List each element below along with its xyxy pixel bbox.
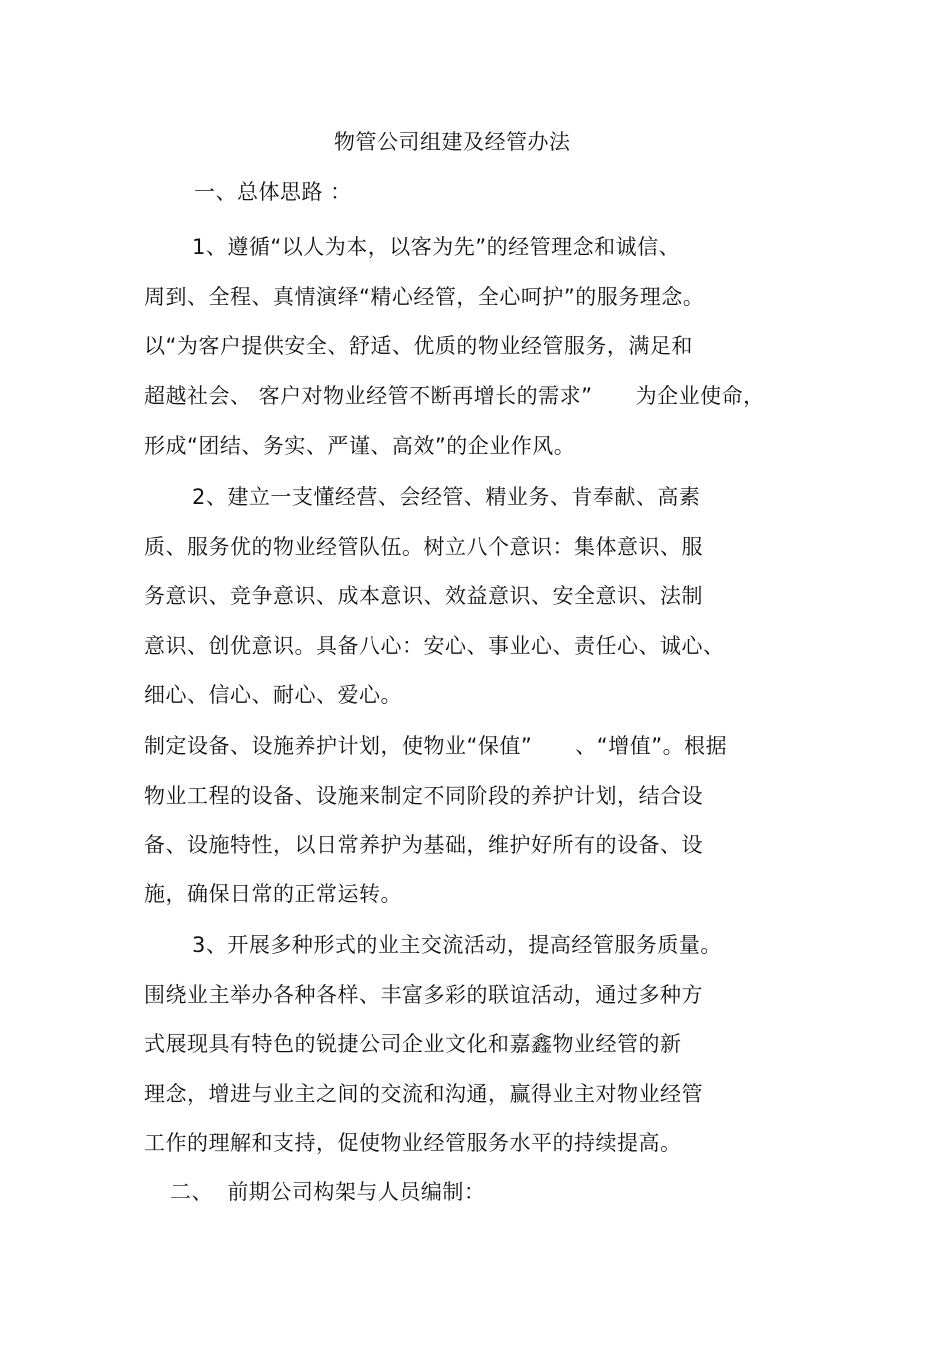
paragraph-line: 质、服务优的物业经管队伍。树立八个意识：集体意识、服 — [144, 535, 703, 559]
paragraph-line: 细心、信心、耐心、爱心。 — [144, 683, 402, 707]
section-heading-1: 一、总体思路 ： — [194, 180, 352, 204]
paragraph-line: 物业工程的设备、设施来制定不同阶段的养护计划，结合设 — [144, 784, 703, 808]
paragraph-line: 理念，增进与业主之间的交流和沟通，赢得业主对物业经管 — [144, 1082, 703, 1106]
paragraph-line: 施，确保日常的正常运转。 — [144, 882, 402, 906]
paragraph-line: 务意识、竞争意识、成本意识、效益意识、安全意识、法制 — [144, 584, 703, 608]
paragraph-line: 式展现具有特色的锐捷公司企业文化和嘉鑫物业经管的新 — [144, 1032, 682, 1056]
paragraph-line: 备、设施特性，以日常养护为基础，维护好所有的设备、设 — [144, 833, 703, 857]
paragraph-line: 1、遵循“以人为本，以客为先”的经管理念和诚信、 — [192, 235, 681, 259]
paragraph-line: 工作的理解和支持，促使物业经管服务水平的持续提高。 — [144, 1131, 682, 1155]
paragraph-line: 形成“团结、务实、严谨、高效”的企业作风。 — [144, 434, 576, 458]
document-title: 物管公司组建及经管办法 — [334, 130, 571, 154]
paragraph-line: 超越社会、 客户对物业经管不断再增长的需求” 为企业使命， — [144, 384, 765, 408]
paragraph-line: 围绕业主举办各种各样、丰富多彩的联谊活动，通过多种方 — [144, 983, 703, 1007]
section-heading-2: 二、 前期公司构架与人员编制： — [170, 1180, 486, 1204]
paragraph-line: 以“为客户提供安全、舒适、优质的物业经管服务，满足和 — [144, 334, 693, 358]
paragraph-line: 制定设备、设施养护计划，使物业“保值” 、“增值”。根据 — [144, 734, 728, 758]
paragraph-line: 3、开展多种形式的业主交流活动，提高经管服务质量。 — [192, 933, 722, 957]
paragraph-line: 周到、全程、真情演绎“精心经管，全心呵护”的服务理念。 — [144, 285, 705, 309]
paragraph-line: 意识、创优意识。具备八心：安心、事业心、责任心、诚心、 — [144, 634, 725, 658]
paragraph-line: 2、建立一支懂经营、会经管、精业务、肯奉献、高素 — [192, 485, 701, 509]
